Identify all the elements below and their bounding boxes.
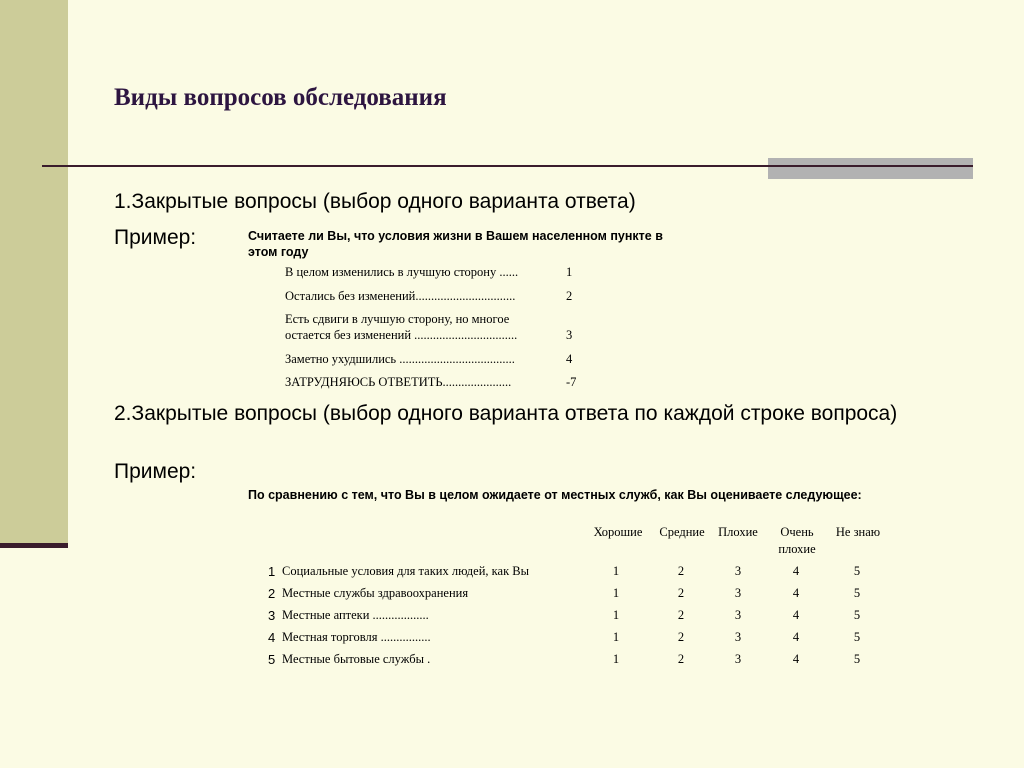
rating-value: 2: [677, 652, 685, 666]
row-number: 5: [268, 652, 276, 667]
answer-option: [285, 311, 605, 343]
row-number: 1: [268, 564, 276, 579]
rating-value: 2: [677, 608, 685, 622]
rating-value: 3: [734, 586, 742, 600]
rating-value: 4: [792, 652, 800, 666]
left-decor-bar: [0, 0, 68, 546]
slide-title: Виды вопросов обследования: [114, 84, 447, 111]
section1-example-label: Пример:: [114, 226, 197, 249]
answer-label: ЗАТРУДНЯЮСЬ ОТВЕТИТЬ......................: [285, 375, 512, 389]
column-header: Хорошие: [593, 525, 643, 539]
rating-value: 4: [792, 586, 800, 600]
rating-value: 5: [853, 608, 861, 622]
section1-heading: 1.Закрытые вопросы (выбор одного варианта ответа): [114, 190, 636, 213]
answer-code: 1: [566, 265, 573, 279]
section1-answers: [285, 264, 605, 398]
rating-value: 5: [853, 586, 861, 600]
rating-value: 4: [792, 630, 800, 644]
rating-grid: [268, 520, 908, 680]
rating-value: 4: [792, 564, 800, 578]
table-row: [268, 608, 908, 628]
column-header: Очень плохие: [778, 525, 816, 556]
answer-code: 2: [566, 288, 573, 303]
rating-value: 3: [734, 652, 742, 666]
column-header: Средние: [659, 525, 705, 539]
rating-value: 3: [734, 608, 742, 622]
table-row: [268, 586, 908, 606]
column-header: Плохие: [718, 525, 758, 539]
row-label: Местные службы здравоохранения: [282, 586, 469, 600]
grey-accent-block: [768, 158, 973, 179]
answer-code: -7: [566, 375, 577, 389]
answer-label: Заметно ухудшились .....................................: [285, 351, 515, 366]
rating-value: 4: [792, 608, 800, 622]
section2-heading: 2.Закрытые вопросы (выбор одного варианта ответа по каждой строке вопроса): [114, 402, 898, 425]
section2-example-label: Пример:: [114, 460, 197, 483]
answer-label: Остались без изменений................................: [285, 288, 516, 303]
column-header: Не знаю: [835, 525, 881, 539]
answer-option: [285, 374, 605, 390]
row-number: 3: [268, 608, 276, 623]
row-label: Местные аптеки ..................: [282, 608, 429, 622]
answer-label: В целом изменились в лучшую сторону ......: [285, 265, 519, 279]
table-row: [268, 630, 908, 650]
rating-value: 5: [853, 652, 861, 666]
section1-question: Считаете ли Вы, что условия жизни в Вашем населенном пункте в этом году: [248, 229, 663, 259]
rating-value: 5: [853, 630, 861, 644]
answer-label: Есть сдвиги в лучшую сторону, но многое остается без изменений .................................: [285, 312, 518, 342]
answer-option: [285, 288, 605, 304]
table-row: [268, 652, 908, 672]
row-number: 4: [268, 630, 276, 645]
row-label: Местные бытовые службы .: [282, 652, 431, 666]
rating-value: 1: [612, 586, 620, 600]
rating-value: 2: [677, 564, 685, 578]
rating-value: 2: [677, 586, 685, 600]
left-decor-line: [0, 543, 68, 548]
rating-value: 3: [734, 630, 742, 644]
rating-value: 1: [612, 608, 620, 622]
answer-code: 4: [566, 351, 573, 366]
row-label: Социальные условия для таких людей, как Вы: [282, 564, 530, 578]
rating-value: 5: [853, 564, 861, 578]
answer-code: 3: [566, 328, 573, 342]
rating-value: 1: [612, 630, 620, 644]
rating-value: 3: [734, 564, 742, 578]
rating-value: 1: [612, 564, 620, 578]
rating-value: 1: [612, 652, 620, 666]
row-number: 2: [268, 586, 276, 601]
rating-value: 2: [677, 630, 685, 644]
table-row: [268, 564, 908, 584]
answer-option: [285, 264, 605, 280]
section2-question: По сравнению с тем, что Вы в целом ожидаете от местных служб, как Вы оцениваете следующее:: [248, 488, 862, 502]
row-label: Местная торговля ................: [282, 630, 431, 644]
answer-option: [285, 351, 605, 367]
